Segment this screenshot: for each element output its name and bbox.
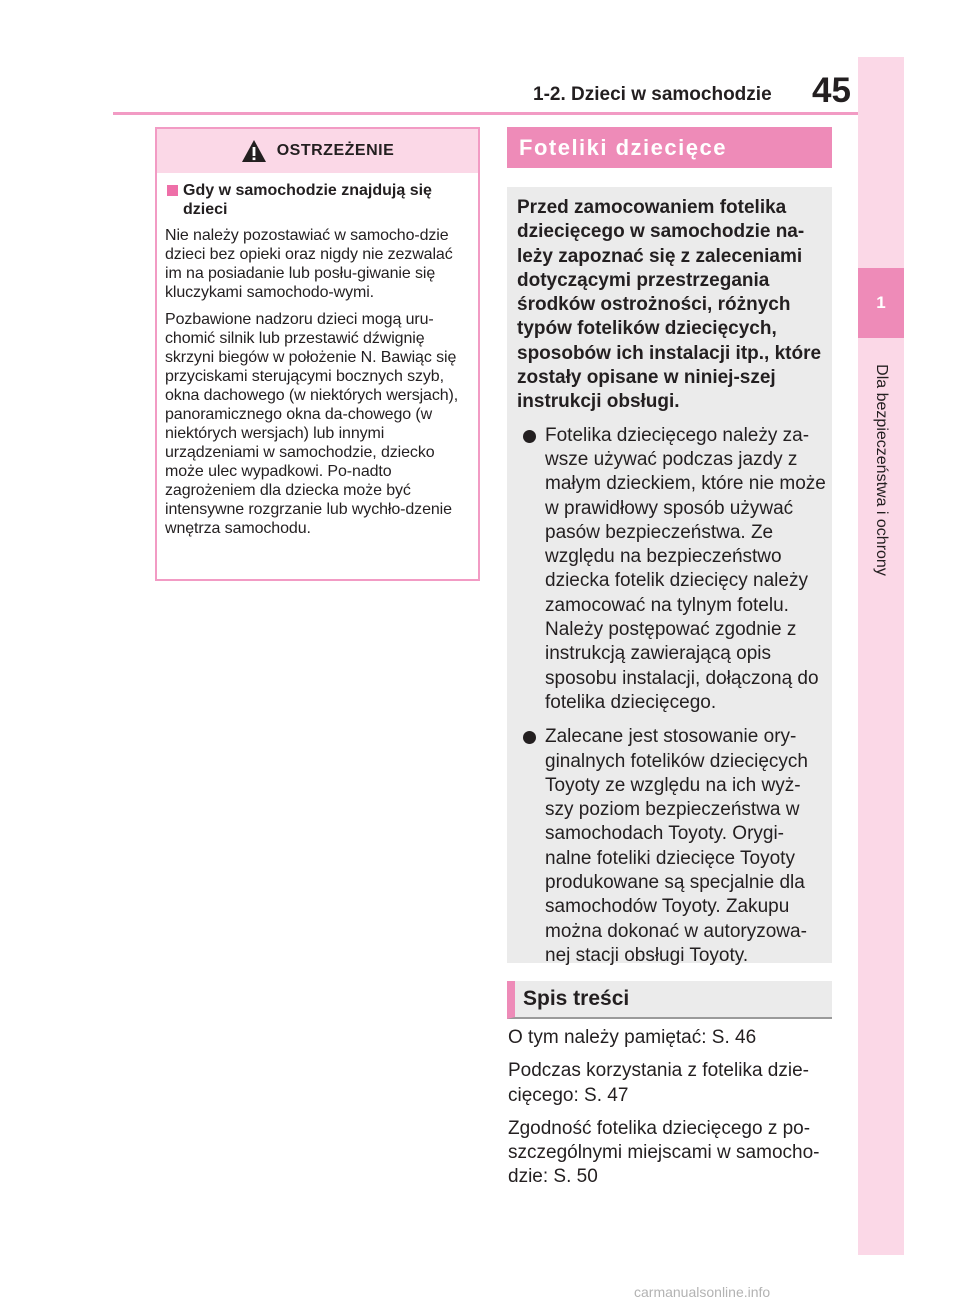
toc-item[interactable]: Zgodność fotelika dziecięcego z po-szczególnymi miejscami w samocho-dzie: S. 50 [508, 1117, 820, 1188]
section-heading: Foteliki dziecięce [519, 134, 727, 160]
warning-label: OSTRZEŻENIE [276, 142, 395, 159]
chapter-label: Dla bezpieczeństwa i ochrony [873, 364, 890, 576]
intro-box [507, 187, 832, 966]
warning-header [157, 129, 478, 173]
warning-box [155, 127, 480, 581]
section-heading-band [507, 127, 832, 168]
warning-paragraph: Nie należy pozostawiać w samocho-dzie dzieci bez opieki oraz nigdy nie zezwalać im na posiadanie lub posłu-giwanie się kluczykami samochodo-wymi. [165, 227, 453, 301]
warning-triangle-icon [241, 139, 267, 163]
chapter-number-tab [858, 268, 904, 338]
header-rule [113, 112, 858, 115]
watermark: carmanualsonline.info [634, 1284, 771, 1300]
intro-lead: Przed zamocowaniem fotelika dziecięcego w samochodzie na-leży zapoznać się z zaleceniami dotyczącymi przestrzegania środków ostrożności, różnych typów fotelików dziecięcych, sposobów ich instalacji itp., które zostały opisane w niniej-szej instrukcji obsługi. [517, 197, 822, 413]
toc-heading-band [507, 981, 832, 1019]
list-item-text: Zalecane jest stosowanie ory-ginalnych fotelików dziecięcych Toyoty ze względu na ich wyż-szy poziom bezpieczeństwa w samochodach Toyoty. Orygi-nalne foteliki dziecięce Toyoty produkowane są specjalnie dla samochodów Toyoty. Zakupu można dokonać w autoryzowa-nej stacji obsługi Toyoty. [545, 726, 808, 966]
warning-paragraph: Pozbawione nadzoru dzieci mogą uru-chomić silnik lub przestawić dźwignię skrzyni biegów w położenie N. Bawiąc się przyciskami sterującymi bocznych szyb, okna dachowego (w niektórych wersjach), panoramicznego okna da-chowego (w niektórych wersjach) lub innymi urządzeniami w samochodzie, dziecko może ulec wypadkowi. Po-nadto zagrożeniem dla dziecka może być intensywne rozgrzanie lub wychło-dzenie wnętrza samochodu. [165, 311, 459, 537]
toc-item[interactable]: Podczas korzystania z fotelika dzie-cięcego: S. 47 [508, 1060, 809, 1106]
warning-heading-text: Gdy w samochodzie znajdują się dzieci [183, 182, 432, 218]
toc-item[interactable]: O tym należy pamiętać: S. 46 [508, 1027, 757, 1048]
list-item [517, 424, 828, 716]
warning-body [157, 173, 478, 538]
toc-heading: Spis treści [523, 987, 630, 1010]
list-item [517, 725, 828, 968]
page-number: 45 [812, 71, 851, 110]
square-bullet-icon [167, 185, 178, 196]
bullet-dot-icon [523, 731, 536, 744]
chapter-number: 1 [876, 293, 886, 312]
bullet-dot-icon [523, 430, 536, 443]
list-item-text: Fotelika dziecięcego należy za-wsze używać podczas jazdy z małym dzieckiem, które nie może w prawidłowy sposób używać pasów bezpieczeństwa. Ze względu na bezpieczeństwo dziecka fotelik dziecięcy należy zamocować na tylnym fotelu. Należy postępować zgodnie z instrukcją zawierającą opis sposobu instalacji, dołączoną do fotelika dziecięcego. [545, 424, 826, 713]
chapter-side-tab [858, 57, 904, 1255]
toc-list [508, 1026, 832, 1199]
warning-heading [165, 181, 472, 219]
section-title: 1-2. Dzieci w samochodzie [533, 84, 772, 105]
